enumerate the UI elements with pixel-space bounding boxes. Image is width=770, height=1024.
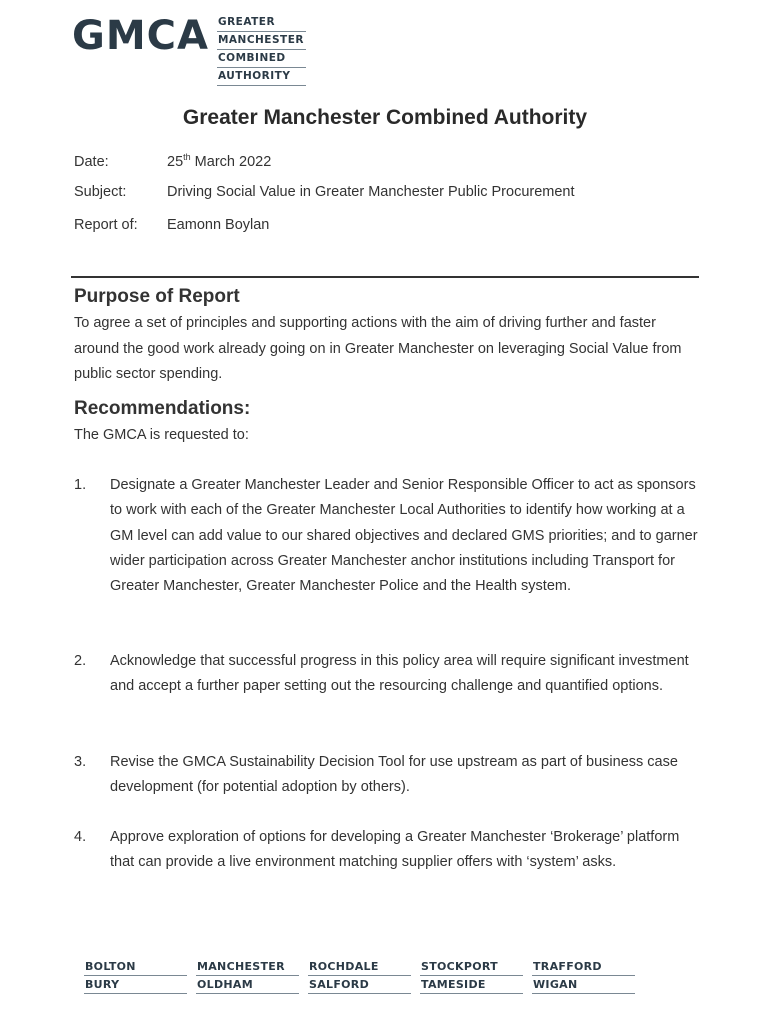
item-text: Acknowledge that successful progress in this policy area will require significant investment and accept a further paper setting out the resourcing challenge and quantified options.: [110, 653, 689, 695]
logo-word: MANCHESTER: [217, 32, 306, 50]
subject-label: Subject:: [74, 184, 127, 200]
date-rest: March 2022: [190, 153, 272, 170]
section-divider: [71, 276, 699, 278]
logo-word: AUTHORITY: [217, 68, 306, 86]
recommendations-heading: Recommendations:: [74, 398, 251, 419]
document-title: Greater Manchester Combined Authority: [182, 106, 588, 129]
logo-word: COMBINED: [217, 50, 306, 68]
district-name: BOLTON: [84, 958, 187, 976]
date-suffix: th: [183, 152, 191, 162]
date-label: Date:: [74, 153, 109, 170]
recommendation-item: [74, 750, 704, 801]
meta-date: [74, 152, 271, 170]
subject-value: Driving Social Value in Greater Manchester Public Procurement: [167, 184, 575, 200]
item-number: 4.: [74, 829, 87, 845]
report-value: Eamonn Boylan: [167, 217, 270, 233]
district-name: OLDHAM: [196, 976, 299, 994]
item-number: 3.: [74, 754, 87, 770]
district-name: SALFORD: [308, 976, 411, 994]
logo-wordmark: [217, 14, 306, 86]
item-text: Approve exploration of options for developing a Greater Manchester ‘Brokerage’ platform that can provide a live environment matching supplier offers with ‘system’ asks.: [110, 829, 680, 871]
item-text: Revise the GMCA Sustainability Decision Tool for use upstream as part of business case development (for potential adoption by others).: [110, 754, 678, 796]
recommendation-item: [74, 473, 704, 599]
district-name: TRAFFORD: [532, 958, 635, 976]
meta-report-of: [74, 217, 269, 233]
date-day: 25: [167, 153, 184, 170]
item-text: Designate a Greater Manchester Leader and Senior Responsible Officer to act as sponsors to work with each of the Greater Manchester Local Authorities to identify how working at a GM level can add value to our shared objectives and declared GMS priorities; and to garner wider participation across Greater Manchester anchor institutions including Transport for Greater Manchester, Greater Manchester Police and the Health system.: [110, 477, 698, 595]
logo-word: GREATER: [217, 14, 306, 32]
recommendations-intro: The GMCA is requested to:: [74, 427, 249, 443]
district-name: ROCHDALE: [308, 958, 411, 976]
meta-subject: [74, 184, 575, 200]
recommendation-item: [74, 825, 704, 876]
report-label: Report of:: [74, 217, 138, 233]
logo-mark: GMCA: [72, 13, 209, 59]
gmca-logo: [72, 12, 306, 86]
purpose-heading: Purpose of Report: [74, 286, 240, 307]
district-name: STOCKPORT: [420, 958, 523, 976]
item-number: 1.: [74, 477, 87, 493]
district-name: BURY: [84, 976, 187, 994]
recommendation-item: [74, 649, 704, 700]
district-name: WIGAN: [532, 976, 635, 994]
footer-districts: [84, 958, 644, 994]
district-name: TAMESIDE: [420, 976, 523, 994]
district-name: MANCHESTER: [196, 958, 299, 976]
purpose-body: To agree a set of principles and supporting actions with the aim of driving further and faster around the good work already going on in Greater Manchester on leveraging Social Value from public sector spending.: [74, 315, 682, 382]
item-number: 2.: [74, 653, 87, 669]
